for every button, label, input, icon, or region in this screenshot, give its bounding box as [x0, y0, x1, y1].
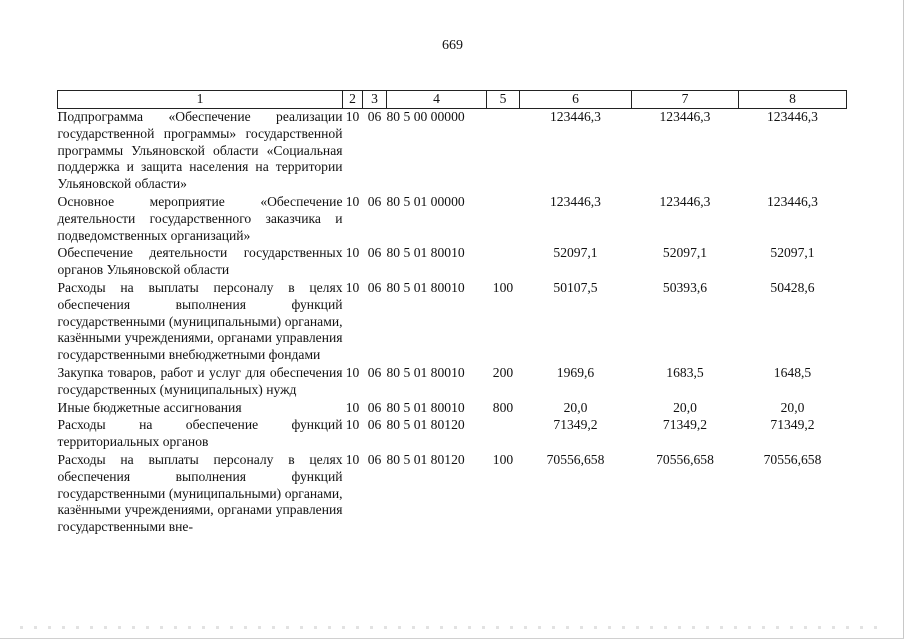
section-code: 10: [345, 245, 360, 261]
target-article-code: 80 5 01 80120: [386, 417, 465, 433]
amount-col6: 123446,3: [550, 109, 601, 124]
row-name: Обеспечение деятельности государственных органов Ульяновской области: [57, 245, 343, 278]
amount-col7: 50393,6: [662, 279, 708, 295]
table-row: [58, 109, 847, 194]
expense-type-code: [487, 194, 520, 245]
amount-col6: 20,0: [563, 399, 588, 415]
row-name: Расходы на выплаты персоналу в целях обеспечения выполнения функций государственными (муниципальными) органами, казёнными учреждениями, органами управления государственными вне-: [57, 451, 343, 535]
column-header: 4: [387, 91, 487, 109]
amount-col7: 20,0: [673, 399, 697, 415]
section-code: 10: [345, 417, 360, 433]
amount-col8: 123446,3: [767, 109, 818, 124]
subsection-code: 06: [367, 279, 382, 295]
header-row: [58, 91, 847, 109]
amount-col7: 1683,5: [666, 364, 704, 380]
section-code: 10: [345, 279, 360, 295]
table-row: [58, 194, 847, 245]
table-row: [58, 400, 847, 418]
budget-table: [57, 90, 847, 537]
row-name: Подпрограмма «Обеспечение реализации государственной программы» государственной программы Ульяновской области «Социальная поддержка и защита населения на территории Ульяновской области»: [57, 109, 343, 192]
section-code: 10: [345, 399, 360, 415]
table-row: [58, 365, 847, 400]
subsection-code: 06: [367, 364, 382, 380]
table-row: [58, 280, 847, 365]
expense-type-code: 200: [492, 364, 514, 380]
amount-col6: 70556,658: [546, 451, 605, 467]
amount-col7: 52097,1: [662, 245, 708, 261]
amount-col7: 71349,2: [662, 417, 708, 433]
section-code: 10: [345, 109, 360, 124]
expense-type-code: 100: [492, 451, 514, 467]
column-header: 5: [487, 91, 520, 109]
table-row: [58, 417, 847, 452]
subsection-code: 06: [367, 451, 382, 467]
target-article-code: 80 5 01 80120: [386, 451, 465, 467]
amount-col7: 123446,3: [659, 109, 711, 124]
column-header: 6: [520, 91, 632, 109]
subsection-code: 06: [367, 399, 382, 415]
column-header: 7: [632, 91, 739, 109]
amount-col6: 1969,6: [556, 364, 595, 380]
expense-type-code: [487, 109, 520, 194]
expense-type-code: 100: [492, 279, 514, 295]
expense-type-code: 800: [492, 399, 514, 415]
page-number: 669: [442, 38, 463, 53]
amount-col8: 71349,2: [770, 417, 815, 433]
subsection-code: 06: [367, 193, 382, 209]
target-article-code: 80 5 00 00000: [386, 109, 465, 124]
section-code: 10: [345, 451, 360, 467]
section-code: 10: [345, 364, 360, 380]
amount-col8: 1648,5: [773, 364, 812, 380]
row-name: Закупка товаров, работ и услуг для обеспечения государственных (муниципальных) нужд: [57, 364, 343, 397]
subsection-code: 06: [367, 417, 382, 433]
section-code: 10: [345, 193, 360, 209]
row-name: Основное мероприятие «Обеспечение деятельности государственного заказчика и подведомственных организаций»: [57, 193, 343, 243]
target-article-code: 80 5 01 80010: [386, 279, 465, 295]
expense-type-code: [487, 245, 520, 280]
amount-col6: 50107,5: [553, 279, 598, 295]
amount-col8: 70556,658: [763, 451, 822, 467]
scan-noise-divider: [20, 626, 885, 629]
column-header: 8: [739, 91, 847, 109]
row-name: Иные бюджетные ассигнования: [57, 399, 242, 415]
row-name: Расходы на выплаты персоналу в целях обеспечения выполнения функций государственными (муниципальными) органами, казёнными учреждениями, органами управления государственными внебюджетными фондами: [57, 279, 343, 363]
table-row: [58, 245, 847, 280]
column-header: 1: [58, 91, 343, 109]
amount-col8: 52097,1: [770, 245, 815, 261]
target-article-code: 80 5 01 80010: [386, 399, 465, 415]
amount-col7: 70556,658: [656, 451, 714, 467]
amount-col6: 123446,3: [550, 193, 601, 209]
target-article-code: 80 5 01 80010: [386, 245, 465, 261]
row-name: Расходы на обеспечение функций территориальных органов: [57, 417, 343, 450]
target-article-code: 80 5 01 80010: [386, 364, 465, 380]
amount-col8: 20,0: [780, 399, 805, 415]
column-header: 3: [363, 91, 387, 109]
subsection-code: 06: [367, 245, 382, 261]
amount-col6: 71349,2: [553, 417, 598, 433]
subsection-code: 06: [367, 109, 382, 124]
amount-col6: 52097,1: [553, 245, 598, 261]
amount-col8: 123446,3: [767, 193, 818, 209]
expense-type-code: [487, 417, 520, 452]
table-row: [58, 452, 847, 537]
column-header: 2: [343, 91, 363, 109]
amount-col8: 50428,6: [770, 279, 815, 295]
amount-col7: 123446,3: [659, 193, 711, 209]
target-article-code: 80 5 01 00000: [386, 193, 465, 209]
